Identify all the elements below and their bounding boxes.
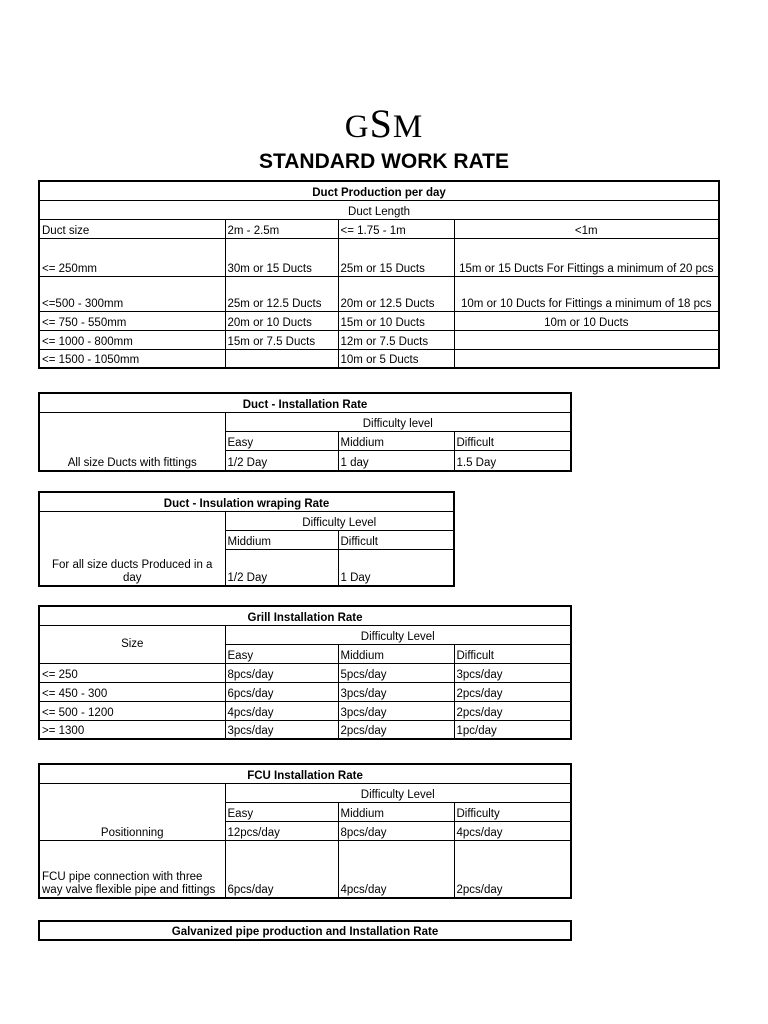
cell: 3pcs/day [338,682,454,701]
cell: 3pcs/day [454,663,571,682]
cell: 6pcs/day [225,682,338,701]
cell: 8pcs/day [225,663,338,682]
cell: 10m or 10 Ducts [454,311,719,330]
level-easy: Easy [225,644,338,663]
duct-insulation-table [38,491,455,587]
cell: 20m or 10 Ducts [225,311,338,330]
duct-length-header: Duct Length [39,200,719,219]
cell: <= 500 - 1200 [39,701,225,720]
fcu-installation-table [38,763,572,899]
row-label: For all size ducts Produced in a day [39,511,225,586]
cell: 3pcs/day [225,720,338,739]
cell: 2pcs/day [338,720,454,739]
cell: 1/2 Day [225,450,338,471]
cell: 12pcs/day [225,821,338,840]
difficulty-header: Difficulty Level [225,511,454,530]
cell [225,349,338,368]
cell: <= 750 - 550mm [39,311,225,330]
cell: <= 1000 - 800mm [39,330,225,349]
cell: 2pcs/day [454,682,571,701]
cell: 4pcs/day [338,840,454,898]
duct-installation-table [38,392,572,472]
row-label-positioning: Positionning [39,783,225,840]
cell: 4pcs/day [225,701,338,720]
cell: 25m or 12.5 Ducts [225,276,338,311]
cell: 10m or 10 Ducts for Fittings a minimum of 18 pcs [454,276,719,311]
cell: <= 250 [39,663,225,682]
level-easy: Easy [225,431,338,450]
row-label-pipe-connection: FCU pipe connection with three way valve flexible pipe and fittings [39,840,225,898]
cell: 8pcs/day [338,821,454,840]
cell [454,330,719,349]
cell: 2pcs/day [454,701,571,720]
cell: >= 1300 [39,720,225,739]
cell [454,349,719,368]
col-header-2m: 2m - 2.5m [225,219,338,238]
cell: 1/2 Day [225,549,338,586]
cell: 10m or 5 Ducts [338,349,454,368]
grill-installation-table [38,605,572,740]
difficulty-header: Difficulty level [225,412,571,431]
duct-production-table [38,180,720,369]
company-logo [0,100,768,147]
cell: 30m or 15 Ducts [225,238,338,276]
table-row [39,720,571,739]
table-row [39,349,719,368]
col-header-175m: <= 1.75 - 1m [338,219,454,238]
cell: 2pcs/day [454,840,571,898]
table-row [39,701,571,720]
cell: 6pcs/day [225,840,338,898]
level-medium: Middium [338,802,454,821]
grill-installation-title: Grill Installation Rate [39,606,571,625]
level-medium: Middium [338,644,454,663]
level-difficult: Difficult [338,530,454,549]
cell: 15m or 7.5 Ducts [225,330,338,349]
table-row [39,238,719,276]
cell: 5pcs/day [338,663,454,682]
table-row [39,663,571,682]
duct-insulation-title: Duct - Insulation wraping Rate [39,492,454,511]
table-row [39,276,719,311]
table-row [39,840,571,898]
cell: 1.5 Day [454,450,571,471]
difficulty-header: Difficulty Level [225,625,571,644]
galvanized-pipe-table [38,920,572,941]
cell: 25m or 15 Ducts [338,238,454,276]
level-difficult: Difficult [454,431,571,450]
cell: 15m or 10 Ducts [338,311,454,330]
cell: 12m or 7.5 Ducts [338,330,454,349]
difficulty-header: Difficulty Level [225,783,571,802]
table-row [39,682,571,701]
table-row [39,311,719,330]
logo-letter-g: G [344,109,370,145]
cell: 3pcs/day [338,701,454,720]
duct-production-title: Duct Production per day [39,181,719,200]
cell: <=500 - 300mm [39,276,225,311]
galvanized-pipe-title: Galvanized pipe production and Installation Rate [39,921,571,940]
level-medium: Middium [338,431,454,450]
logo-letter-m: M [392,109,424,145]
cell: 1 day [338,450,454,471]
cell: 1pc/day [454,720,571,739]
cell: <= 1500 - 1050mm [39,349,225,368]
level-easy: Easy [225,802,338,821]
col-header-duct-size: Duct size [39,219,225,238]
cell: 4pcs/day [454,821,571,840]
cell: <= 450 - 300 [39,682,225,701]
level-difficult: Difficult [454,644,571,663]
cell: 1 Day [338,549,454,586]
size-header: Size [39,625,225,663]
table-row [39,330,719,349]
duct-installation-title: Duct - Installation Rate [39,393,571,412]
cell: <= 250mm [39,238,225,276]
col-header-1m: <1m [454,219,719,238]
cell: 15m or 15 Ducts For Fittings a minimum of 20 pcs [454,238,719,276]
level-medium: Middium [225,530,338,549]
level-difficulty: Difficulty [454,802,571,821]
row-label: All size Ducts with fittings [39,412,225,471]
page-title: STANDARD WORK RATE [258,150,510,173]
fcu-installation-title: FCU Installation Rate [39,764,571,783]
cell: 20m or 12.5 Ducts [338,276,454,311]
logo-letter-s: S [369,101,393,146]
